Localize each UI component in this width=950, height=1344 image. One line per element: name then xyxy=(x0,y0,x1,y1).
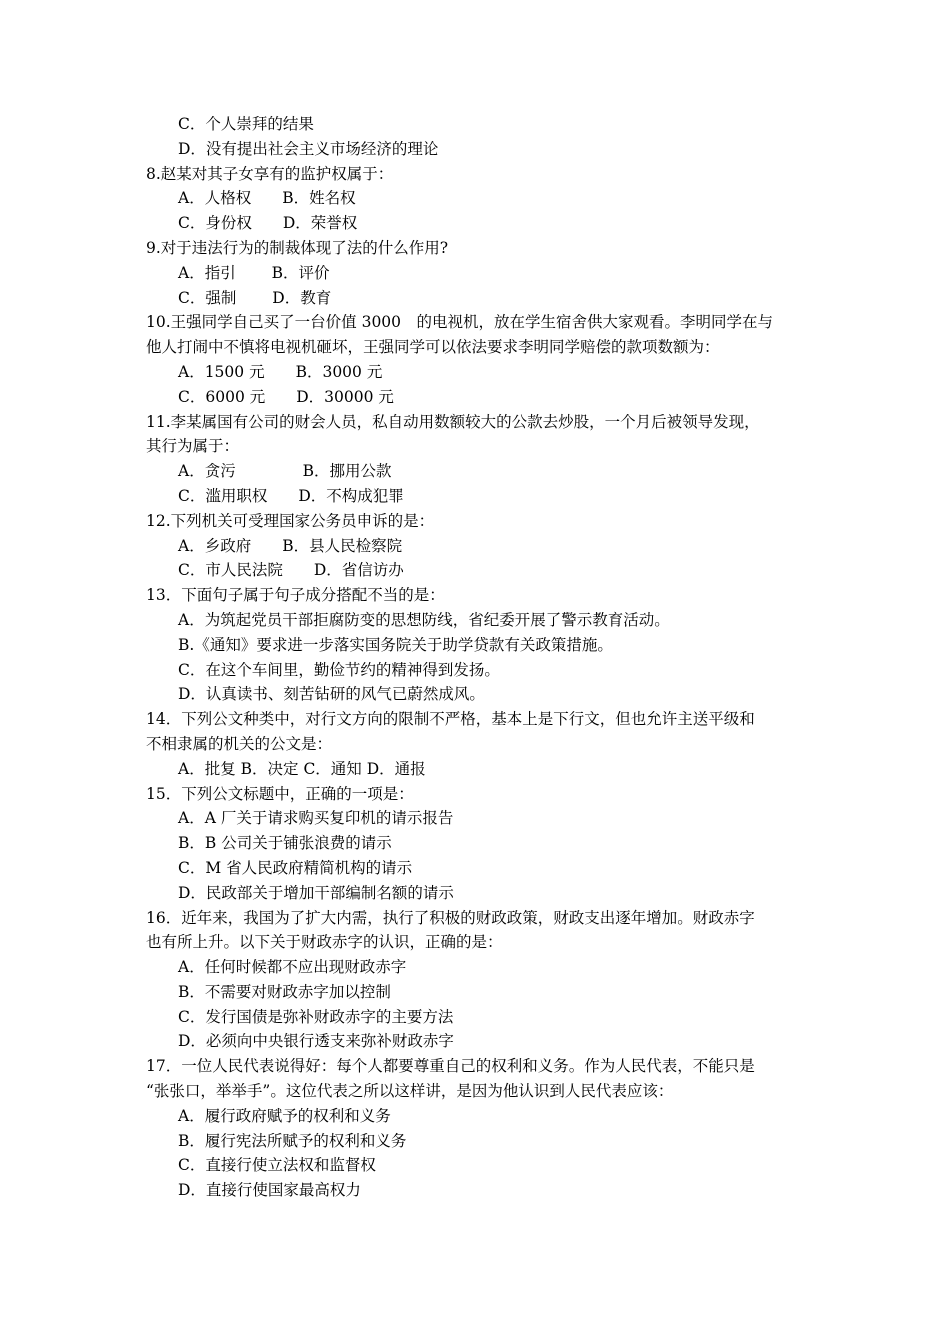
option-line: A．人格权 B．姓名权 xyxy=(178,189,356,208)
option-line: A．任何时候都不应出现财政赤字 xyxy=(178,958,407,977)
option-line: B．B 公司关于铺张浪费的请示 xyxy=(178,834,392,853)
option-line: C．直接行使立法权和监督权 xyxy=(178,1156,376,1175)
question-line: 10.王强同学自己买了一台价值 3000 的电视机，放在学生宿舍供大家观看。李明同学在与 xyxy=(146,313,774,332)
option-line: C．滥用职权 D．不构成犯罪 xyxy=(178,486,404,505)
option-line: D．认真读书、刻苦钻研的风气已蔚然成风。 xyxy=(178,685,485,704)
option-line: C．M 省人民政府精简机构的请示 xyxy=(178,858,413,877)
option-line: A．批复 B．决定 C．通知 D．通报 xyxy=(178,759,426,778)
option-line: C．发行国债是弥补财政赤字的主要方法 xyxy=(178,1007,454,1026)
option-line: D．必须向中央银行透支来弥补财政赤字 xyxy=(178,1032,454,1051)
option-line: B.《通知》要求进一步落实国务院关于助学贷款有关政策措施。 xyxy=(178,635,613,654)
question-line: 他人打闹中不慎将电视机砸坏，王强同学可以依法要求李明同学赔偿的款项数额为： xyxy=(146,338,720,357)
option-line: A．贪污 B．挪用公款 xyxy=(178,462,392,481)
option-line: A．指引 B．评价 xyxy=(178,263,330,282)
question-line: 不相隶属的机关的公文是： xyxy=(146,734,333,753)
question-line: “张张口，举举手”。这位代表之所以这样讲，是因为他认识到人民代表应该： xyxy=(146,1082,674,1101)
question-line: 9.对于违法行为的制裁体现了法的什么作用? xyxy=(146,238,449,257)
option-line: C．身份权 D．荣誉权 xyxy=(178,214,358,233)
document-page xyxy=(0,112,950,1203)
option-line: D．民政部关于增加干部编制名额的请示 xyxy=(178,883,454,902)
question-line: 8.赵某对其子女享有的监护权属于： xyxy=(146,164,394,183)
option-line: C．6000 元 D．30000 元 xyxy=(178,387,394,406)
question-line: 15．下列公文标题中，正确的一项是： xyxy=(146,784,414,803)
question-line: 13．下面句子属于句子成分搭配不当的是： xyxy=(146,586,445,605)
option-line: C．强制 D．教育 xyxy=(178,288,332,307)
question-line: 也有所上升。以下关于财政赤字的认识，正确的是： xyxy=(146,933,503,952)
option-line: D．没有提出社会主义市场经济的理论 xyxy=(178,139,439,158)
option-line: B．不需要对财政赤字加以控制 xyxy=(178,982,391,1001)
option-line: A．乡政府 B．县人民检察院 xyxy=(178,536,403,555)
option-line: D．直接行使国家最高权力 xyxy=(178,1181,361,1200)
option-line: A．A 厂关于请求购买复印机的请示报告 xyxy=(178,809,454,828)
question-line: 14．下列公文种类中，对行文方向的限制不严格，基本上是下行文，但也允许主送平级和 xyxy=(146,710,755,729)
option-line: A．为筑起党员干部拒腐防变的思想防线，省纪委开展了警示教育活动。 xyxy=(178,610,670,629)
option-line: A．履行政府赋予的权利和义务 xyxy=(178,1106,391,1125)
option-line: B．履行宪法所赋予的权利和义务 xyxy=(178,1131,407,1150)
question-line: 其行为属于： xyxy=(146,437,240,456)
option-line: C．市人民法院 D．省信访办 xyxy=(178,561,404,580)
option-line: A．1500 元 B．3000 元 xyxy=(178,362,383,381)
question-line: 17．一位人民代表说得好：每个人都要尊重自己的权利和义务。作为人民代表，不能只是 xyxy=(146,1057,755,1076)
option-line: C．在这个车间里，勤俭节约的精神得到发扬。 xyxy=(178,660,500,679)
question-line: 12.下列机关可受理国家公务员申诉的是： xyxy=(146,511,435,530)
option-line: C．个人崇拜的结果 xyxy=(178,115,314,133)
question-line: 16．近年来，我国为了扩大内需，执行了积极的财政政策，财政支出逐年增加。财政赤字 xyxy=(146,908,755,927)
question-line: 11.李某属国有公司的财会人员，私自动用数额较大的公款去炒股，一个月后被领导发现， xyxy=(146,412,760,431)
